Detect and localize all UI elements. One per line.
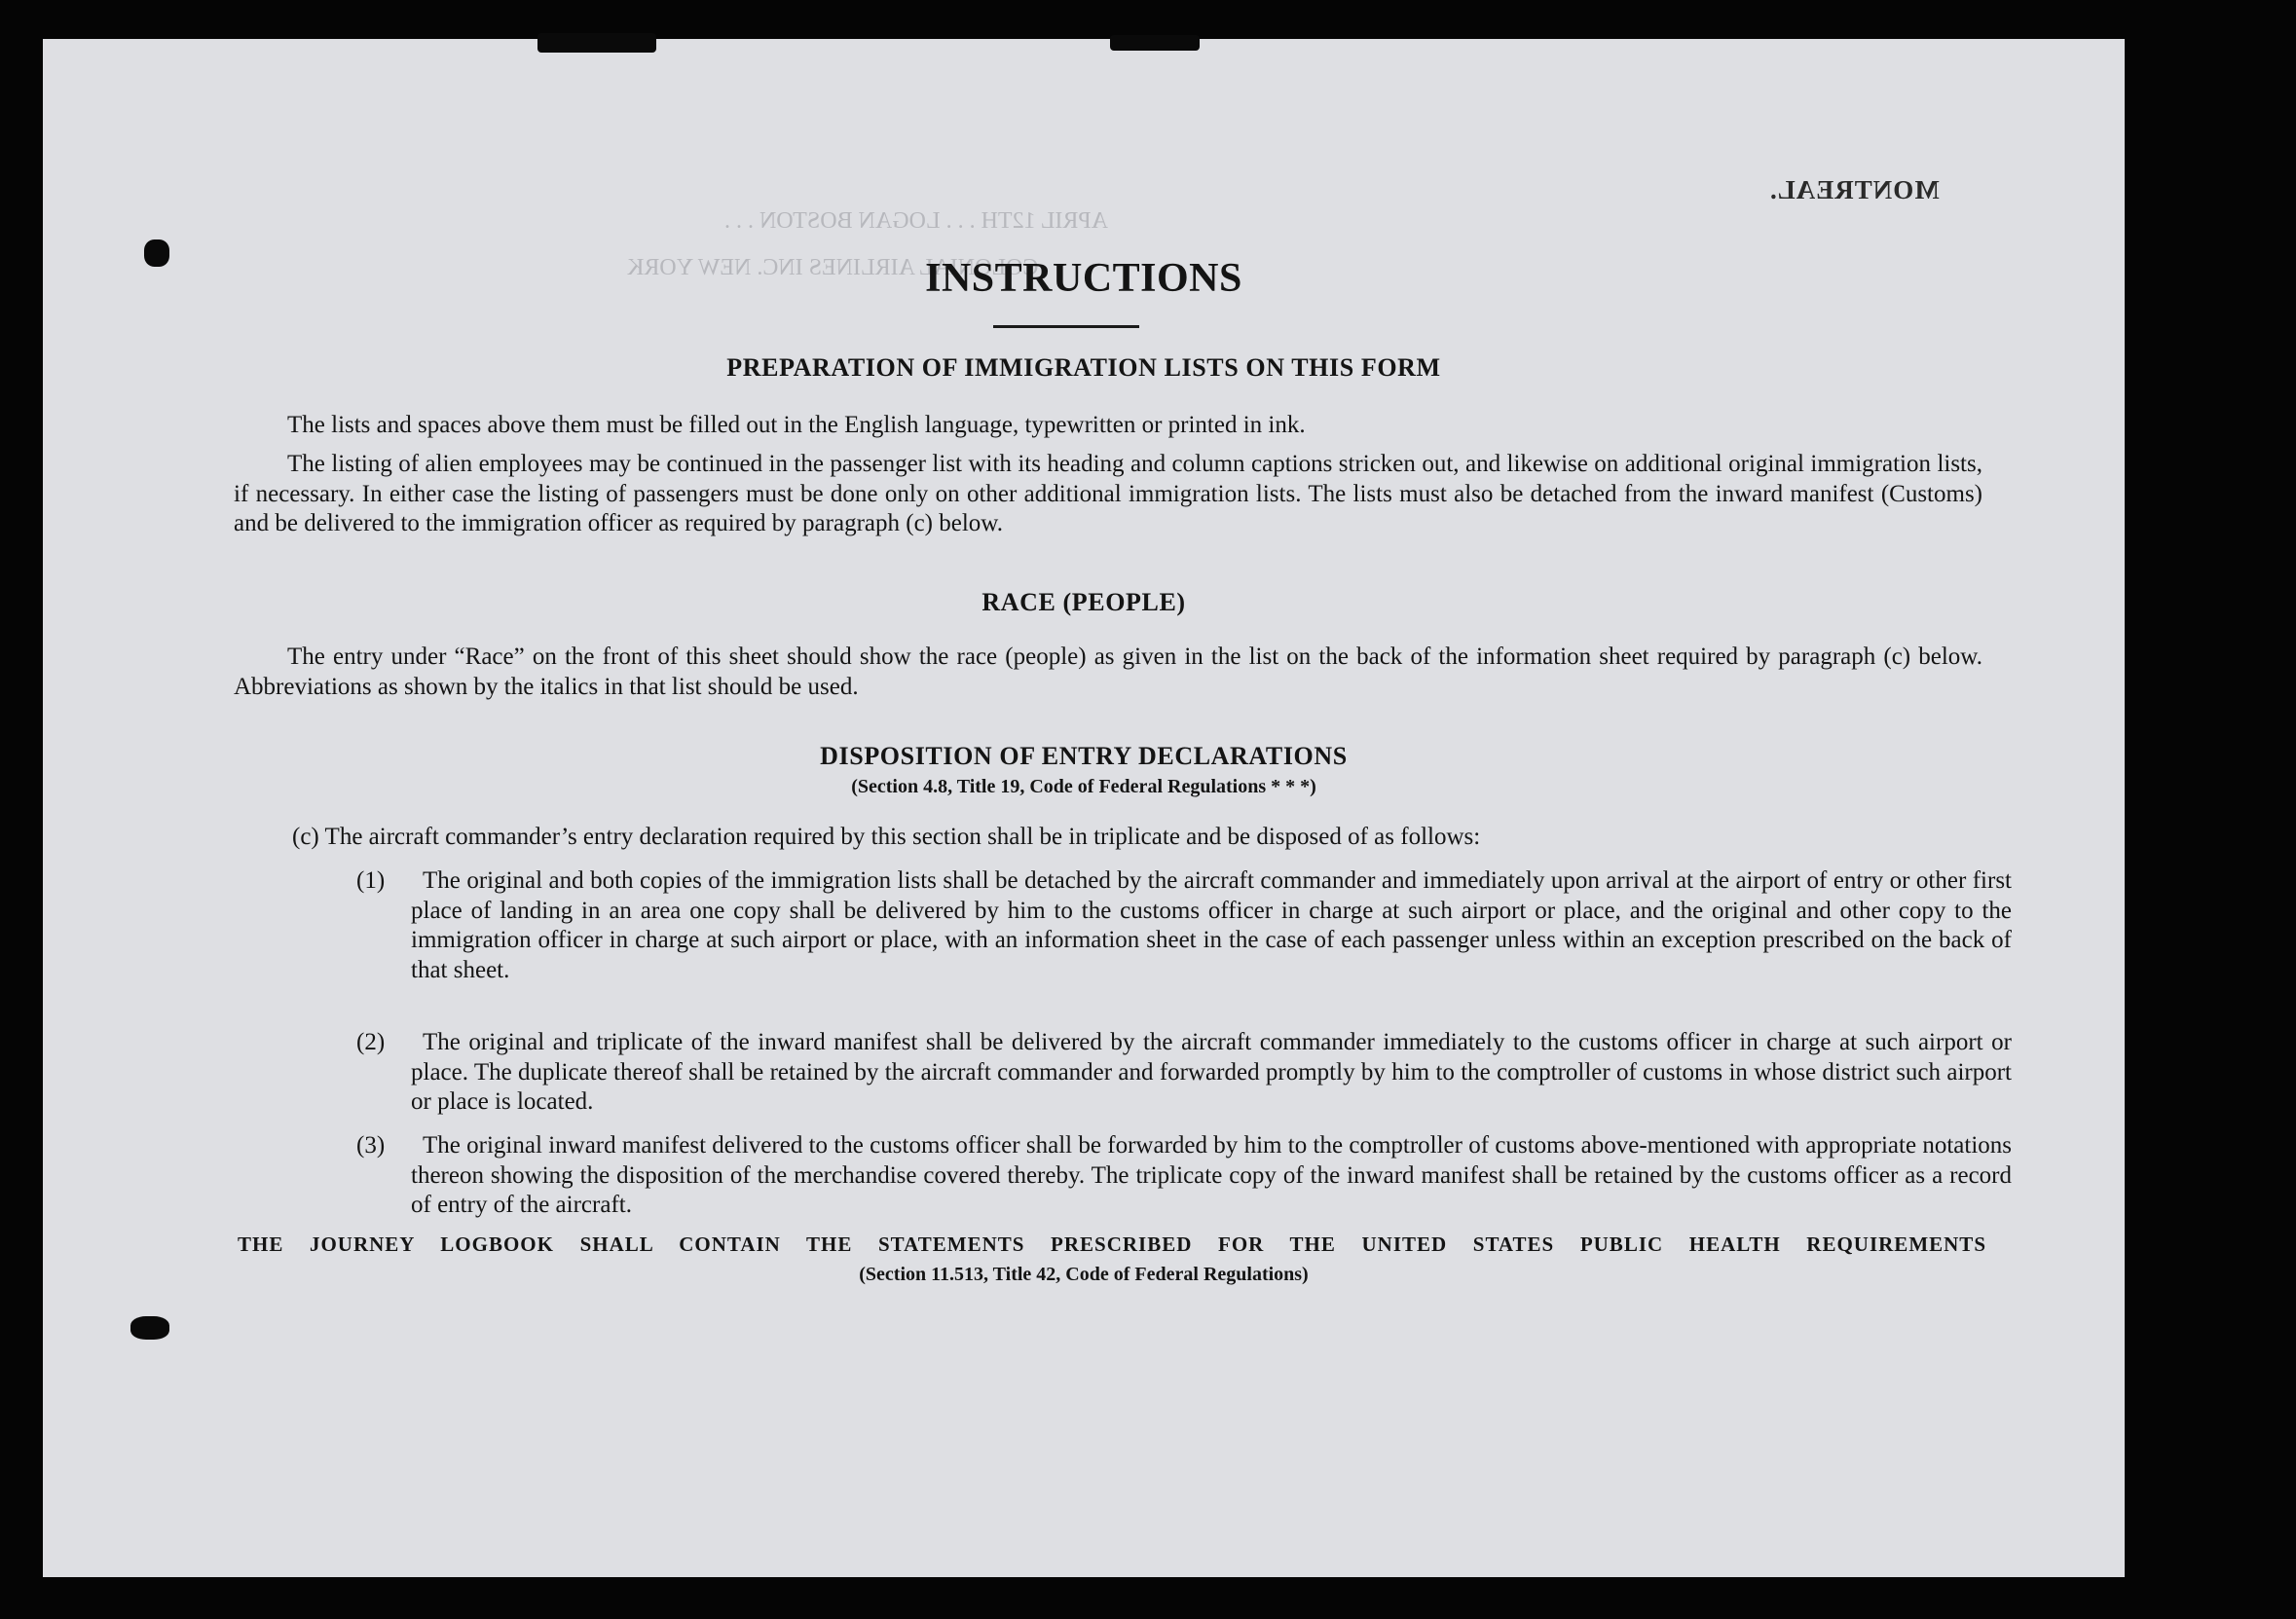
punch-hole-bottom xyxy=(130,1316,169,1340)
title-underline xyxy=(993,325,1139,328)
disposition-item-2 xyxy=(356,1028,2012,1118)
document-page xyxy=(43,39,2125,1577)
item-number: (1) xyxy=(356,867,386,894)
disposition-item-1 xyxy=(356,866,2012,985)
race-paragraph: The entry under “Race” on the front of this sheet should show the race (people) as given in the list on the back of the information sheet required by paragraph (c) below. Abbreviations as shown by the italics in that list should be used. xyxy=(234,644,1982,700)
footer-subheading: (Section 11.513, Title 42, Code of Federal Regulations) xyxy=(859,1264,1309,1285)
item-text: The original and both copies of the immigration lists shall be detached by the aircraft commander and immediately upon arrival at the airport of entry or other first place of landing in an area one copy shall be delivered by him to the customs officer in charge at such airport or place, and the original and other copy to the immigration officer in charge at such airport or place, with an information sheet in the case of each passenger unless within an exception prescribed on the back of that sheet. xyxy=(411,867,2012,983)
footer-heading: THE JOURNEY LOGBOOK SHALL CONTAIN THE STATEMENTS PRESCRIBED FOR THE UNITED STATES PUBLIC HEALTH REQUIREMENTS xyxy=(238,1233,1986,1256)
item-number: (3) xyxy=(356,1132,386,1159)
bleed-through-text: COLONIAL AIRLINES INC. NEW YORK xyxy=(627,255,1039,280)
disposition-subheading: (Section 4.8, Title 19, Code of Federal Regulations * * *) xyxy=(851,776,1316,797)
item-text: The original and triplicate of the inward manifest shall be delivered by the aircraft commander immediately to the customs officer in charge at such airport or place. The duplicate thereof shall be retained by the aircraft commander and forwarded promptly by him to the comptroller of customs in whose district such airport or place is located. xyxy=(411,1029,2012,1115)
item-number: (2) xyxy=(356,1029,386,1055)
preparation-paragraph-2: The listing of alien employees may be continued in the passenger list with its heading and column captions stricken out, and likewise on additional original immigration lists, if necessary. In either case the listing of passengers must be done only on other additional immigration lists. The lists must also be detached from the inward manifest (Customs) and be delivered to the immigration officer as required by paragraph (c) below. xyxy=(234,451,1982,536)
mirror-stamp: MONTREAL. xyxy=(1769,175,1940,204)
preparation-heading: PREPARATION OF IMMIGRATION LISTS ON THIS FORM xyxy=(726,353,1441,382)
bleed-through-text: APRIL 12TH . . . LOGAN BOSTON . . . xyxy=(724,208,1109,234)
tape-mark-right xyxy=(1110,35,1200,51)
page-title: INSTRUCTIONS xyxy=(925,256,1242,301)
tape-mark-left xyxy=(537,33,656,53)
disposition-heading: DISPOSITION OF ENTRY DECLARATIONS xyxy=(820,742,1348,770)
preparation-paragraph-1: The lists and spaces above them must be filled out in the English language, typewritten or printed in ink. xyxy=(287,412,1306,438)
item-text: The original inward manifest delivered to the customs officer shall be forwarded by him to the comptroller of customs above-mentioned with appropriate notations thereon showing the disposition of the merchandise covered thereby. The triplicate copy of the inward manifest shall be retained by the customs officer as a record of entry of the aircraft. xyxy=(411,1132,2012,1218)
disposition-intro: (c) The aircraft commander’s entry declaration required by this section shall be in triplicate and be disposed of as follows: xyxy=(292,824,1481,850)
race-heading: RACE (PEOPLE) xyxy=(981,588,1186,616)
disposition-item-3 xyxy=(356,1131,2012,1221)
